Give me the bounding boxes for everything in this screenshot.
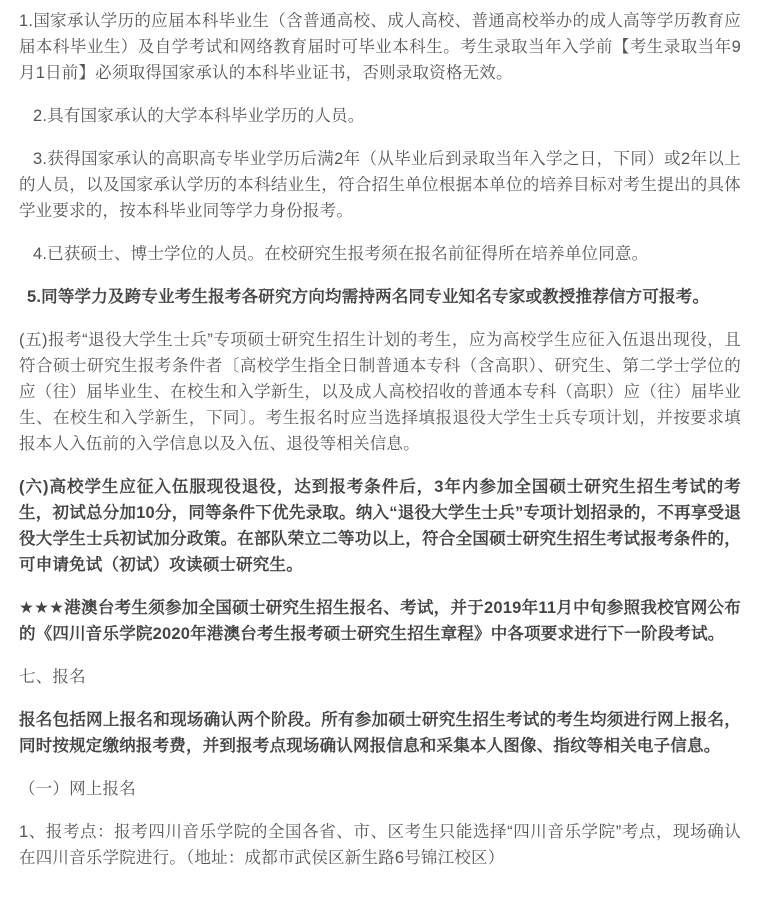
document-paragraph: (五)报考“退役大学生士兵”专项硕士研究生招生计划的考生，应为高校学生应征入伍退出现役，且符合硕士研究生报考条件者〔高校学生指全日制普通本专科（含高职）、研究生、第二学士学位的应（往）届毕业生、在校生和入学新生，以及成人高校招收的普通本专科（高职）应（往）届毕业生、在校生和入学新生，下同〕。考生报名时应当选择填报退役大学生士兵专项计划，并按要求填报本人入伍前的入学信息以及入伍、退役等相关信息。 (19, 331, 741, 453)
document-paragraph: 2.具有国家承认的大学本科毕业学历的人员。 (33, 107, 365, 125)
document-paragraph: 3.获得国家承认的高职高专毕业学历后满2年（从毕业后到录取当年入学之日，下同）或2年以上的人员，以及国家承认学历的本科结业生，符合招生单位根据本单位的培养目标对考生提出的具体学业要求的，按本科毕业同等学力身份报考。 (19, 150, 741, 220)
document-paragraph: (六)高校学生应征入伍服现役退役，达到报考条件后，3年内参加全国硕士研究生招生考试的考生，初试总分加10分，同等条件下优先录取。纳入“退役大学生士兵”专项计划招录的，不再享受退役大学生士兵初试加分政策。在部队荣立二等功以上，符合全国硕士研究生招生考试报考条件的，可申请免试（初试）攻读硕士研究生。 (19, 478, 741, 574)
document-paragraph: 1.国家承认学历的应届本科毕业生（含普通高校、成人高校、普通高校举办的成人高等学历教育应届本科毕业生）及自学考试和网络教育届时可毕业本科生。考生录取当年入学前【考生录取当年9月1日前】必须取得国家承认的本科毕业证书，否则录取资格无效。 (19, 12, 741, 82)
document-paragraph: （一）网上报名 (19, 780, 136, 798)
document-paragraph: 5.同等学力及跨专业考生报考各研究方向均需持两名同专业知名专家或教授推荐信方可报考。 (27, 288, 710, 306)
document-paragraph: 4.已获硕士、博士学位的人员。在校研究生报考须在报名前征得所在培养单位同意。 (33, 245, 649, 263)
document-paragraph: 报名包括网上报名和现场确认两个阶段。所有参加硕士研究生招生考试的考生均须进行网上报名，同时按规定缴纳报考费，并到报考点现场确认网报信息和采集本人图像、指纹等相关电子信息。 (19, 711, 741, 755)
document-paragraph: ★★★港澳台考生须参加全国硕士研究生招生报名、考试，并于2019年11月中旬参照我校官网公布的《四川音乐学院2020年港澳台考生报考硕士研究生招生章程》中各项要求进行下一阶段考试。 (19, 599, 741, 643)
document-paragraph: 七、报名 (19, 668, 86, 686)
document-paragraph: 1、报考点：报考四川音乐学院的全国各省、市、区考生只能选择“四川音乐学院”考点，现场确认在四川音乐学院进行。（地址：成都市武侯区新生路6号锦江校区） (19, 823, 741, 867)
